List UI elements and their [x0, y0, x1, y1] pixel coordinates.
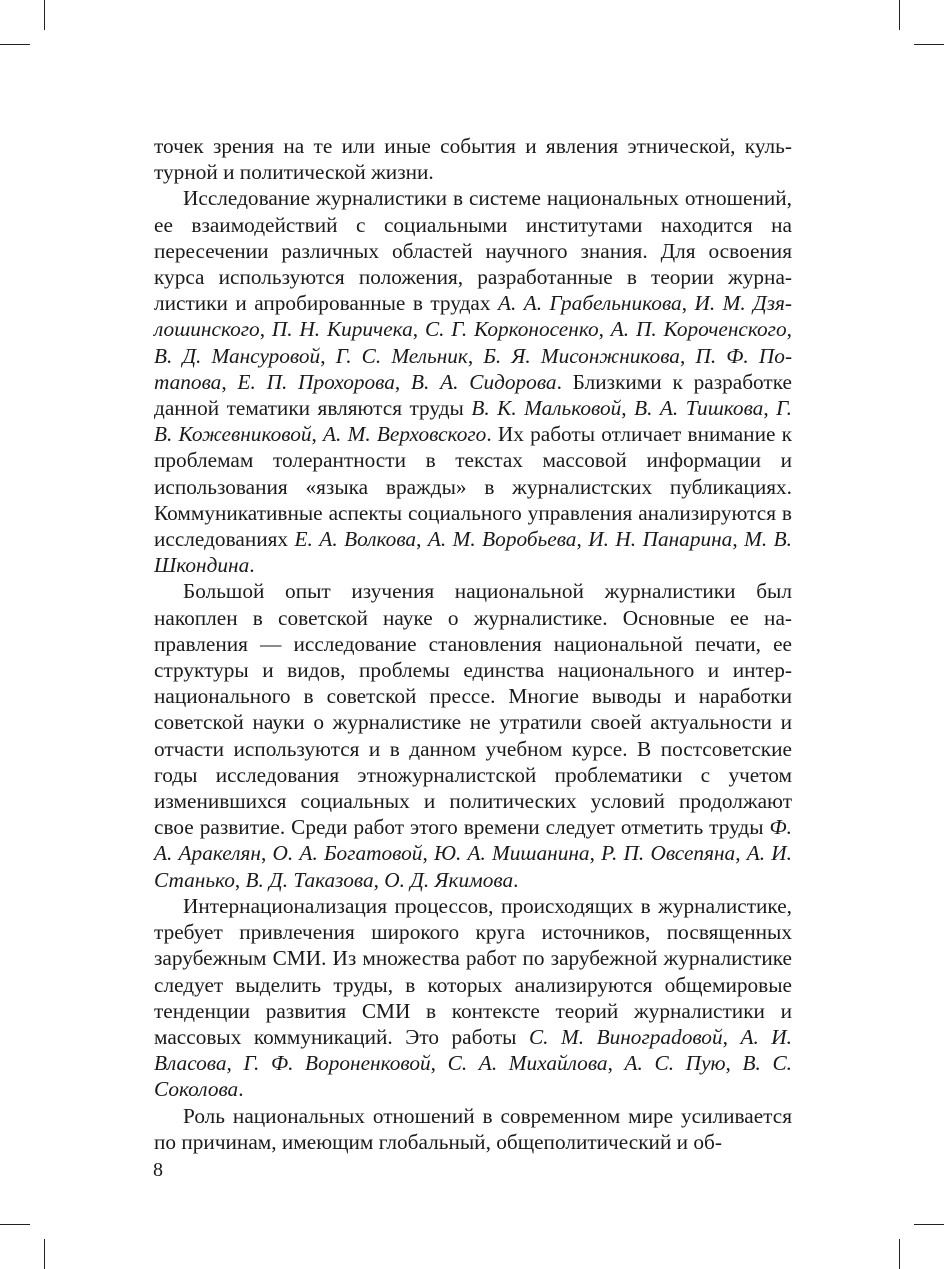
crop-mark-top-left-v — [44, 0, 45, 30]
page-number: 8 — [153, 1159, 163, 1181]
text-run: , — [722, 1024, 741, 1049]
text-run: Большой опыт изучения национальной журналистики был накоплен в советской науке о журналистике. Основные ее направления — исследование становления национальной печати, ее структуры и видов, проблемы единства национального и интернационального в советской прессе. Многие выводы и наработки советской науки о журналистике не утратили своей актуальности и отчасти используются и в данном учебном курсе. В постсоветские годы исследования этножурналистской проблематики с учетом изменившихся социальных и политических условий продолжают свое развитие. Среди работ этого времени следует отметить труды — [154, 579, 792, 840]
author-name: И. Н. Панарина — [588, 527, 733, 552]
author-name: А. И. Станько — [154, 841, 792, 892]
author-name: В. Д. Таказова — [245, 867, 374, 892]
author-name: Г. Ф. Вороненковой — [243, 1051, 431, 1076]
author-name: С. А. Михайлова — [447, 1051, 608, 1076]
author-name: П. Ф. Потапова — [154, 343, 793, 394]
body-text — [154, 133, 792, 1155]
text-run: , — [373, 867, 385, 892]
paragraph — [154, 133, 792, 185]
text-run: , — [621, 396, 635, 421]
text-run: , — [320, 343, 336, 368]
text-run: , — [589, 841, 602, 866]
text-run: , — [735, 841, 747, 866]
author-name: В. К. Мальковой — [471, 396, 622, 421]
author-name: А. И. Власова — [154, 1024, 793, 1076]
author-name: Е. А. Волкова — [294, 527, 417, 552]
text-run: Исследование журналистики в системе национальных отношений, ее взаимодействий с социальными институтами находится на пересечении различных областей научного знания. Для освоения курса используются положения, разработанные в теории журналистики и апробированные в трудах — [154, 186, 792, 316]
author-name: С. М. Винограdовой — [528, 1024, 723, 1049]
text-run: , — [226, 1051, 244, 1076]
text-run: . Близкими к разработке данной тематики являются труды — [154, 369, 792, 421]
text-run: , — [259, 317, 272, 342]
author-name: П. Н. Киричека — [271, 317, 413, 342]
crop-mark-bottom-right-h — [914, 1224, 944, 1225]
text-run: , — [786, 317, 792, 342]
text-run: , — [412, 317, 425, 342]
author-name: В. Д. Мансуровой — [154, 343, 321, 368]
text-run: , — [234, 867, 246, 892]
author-name: А. П. Короченского — [610, 317, 787, 342]
author-name: В. А. Сидорова — [411, 369, 557, 394]
text-run: , — [260, 841, 273, 866]
author-name: Ю. А. Мишанина — [433, 841, 590, 866]
paragraph — [154, 893, 792, 1103]
text-run: , — [598, 317, 611, 342]
paragraph — [154, 578, 792, 892]
text-run: Интернационализация процессов, происходящих в журналистике, требует привлечения широкого круга источников, посвященных зарубежным СМИ. Из множества работ по зарубежной журналистике следует выделить труды, в которых анализируются общемировые тенденции развития СМИ в контексте теорий журналистики и массовых коммуникаций. Это работы — [154, 893, 792, 1049]
text-run: , — [394, 369, 412, 394]
text-run: , — [576, 527, 589, 552]
author-name: А. М. Воробьева — [427, 527, 577, 552]
crop-mark-bottom-left-v — [44, 1239, 45, 1269]
author-name: Г. В. Кожевниковой — [154, 396, 792, 447]
author-name: М. В. Шкондина — [154, 527, 792, 578]
author-name: Б. Я. Мисонжникова — [483, 343, 680, 368]
text-run: , — [416, 527, 428, 552]
text-run: . Их работы отличает внимание к проблемам толерантности в текстах массовой информации и использования «языка вражды» в журналистских публикациях. Коммуникативные аспекты социального управления анализируются в исследованиях — [154, 422, 792, 552]
text-run: , — [607, 1051, 625, 1076]
author-name: Г. С. Мельник — [335, 343, 468, 368]
text-run: , — [681, 291, 695, 316]
text-run: , — [732, 527, 745, 552]
crop-mark-top-left-h — [0, 44, 30, 45]
author-name: О. А. Богатовой — [272, 841, 423, 866]
author-name: С. Г. Корконосенко — [424, 317, 599, 342]
text-run: , — [467, 343, 484, 368]
text-run: точек зрения на те или иные события и явления этнической, культурной и политической жизни. — [154, 134, 792, 185]
text-run: , — [430, 1051, 448, 1076]
author-name: В. С. Соколова — [154, 1051, 792, 1102]
author-name: Ф. А. Аракелян — [154, 815, 792, 866]
author-name: А. М. Верховского — [323, 422, 487, 447]
text-run: , — [221, 369, 238, 394]
text-run: . — [513, 867, 519, 892]
text-run: , — [311, 422, 324, 447]
text-run: , — [763, 396, 777, 421]
author-name: Р. П. Овсепяна — [601, 841, 736, 866]
text-run: , — [679, 343, 696, 368]
author-name: В. А. Тишкова — [634, 396, 764, 421]
paragraph — [154, 1103, 792, 1155]
author-name: А. А. Грабельникова — [497, 291, 682, 316]
author-name: О. Д. Якимова — [384, 867, 514, 892]
author-name: Е. П. Прохорова — [237, 369, 395, 394]
text-run: . — [238, 1077, 244, 1102]
text-run: . — [249, 553, 255, 578]
paragraph — [154, 185, 792, 578]
crop-mark-bottom-left-h — [0, 1224, 30, 1225]
crop-mark-top-right-v — [899, 0, 900, 30]
author-name: И. М. Дзялошинского — [154, 291, 792, 342]
author-name: А. С. Пую — [624, 1051, 726, 1076]
crop-mark-top-right-h — [914, 44, 944, 45]
crop-mark-bottom-right-v — [899, 1239, 900, 1269]
text-run: , — [725, 1051, 743, 1076]
text-run: , — [422, 841, 434, 866]
text-run: Роль национальных отношений в современном мире усиливается по причинам, имеющим глобальный, общеполитический и об- — [154, 1103, 792, 1154]
